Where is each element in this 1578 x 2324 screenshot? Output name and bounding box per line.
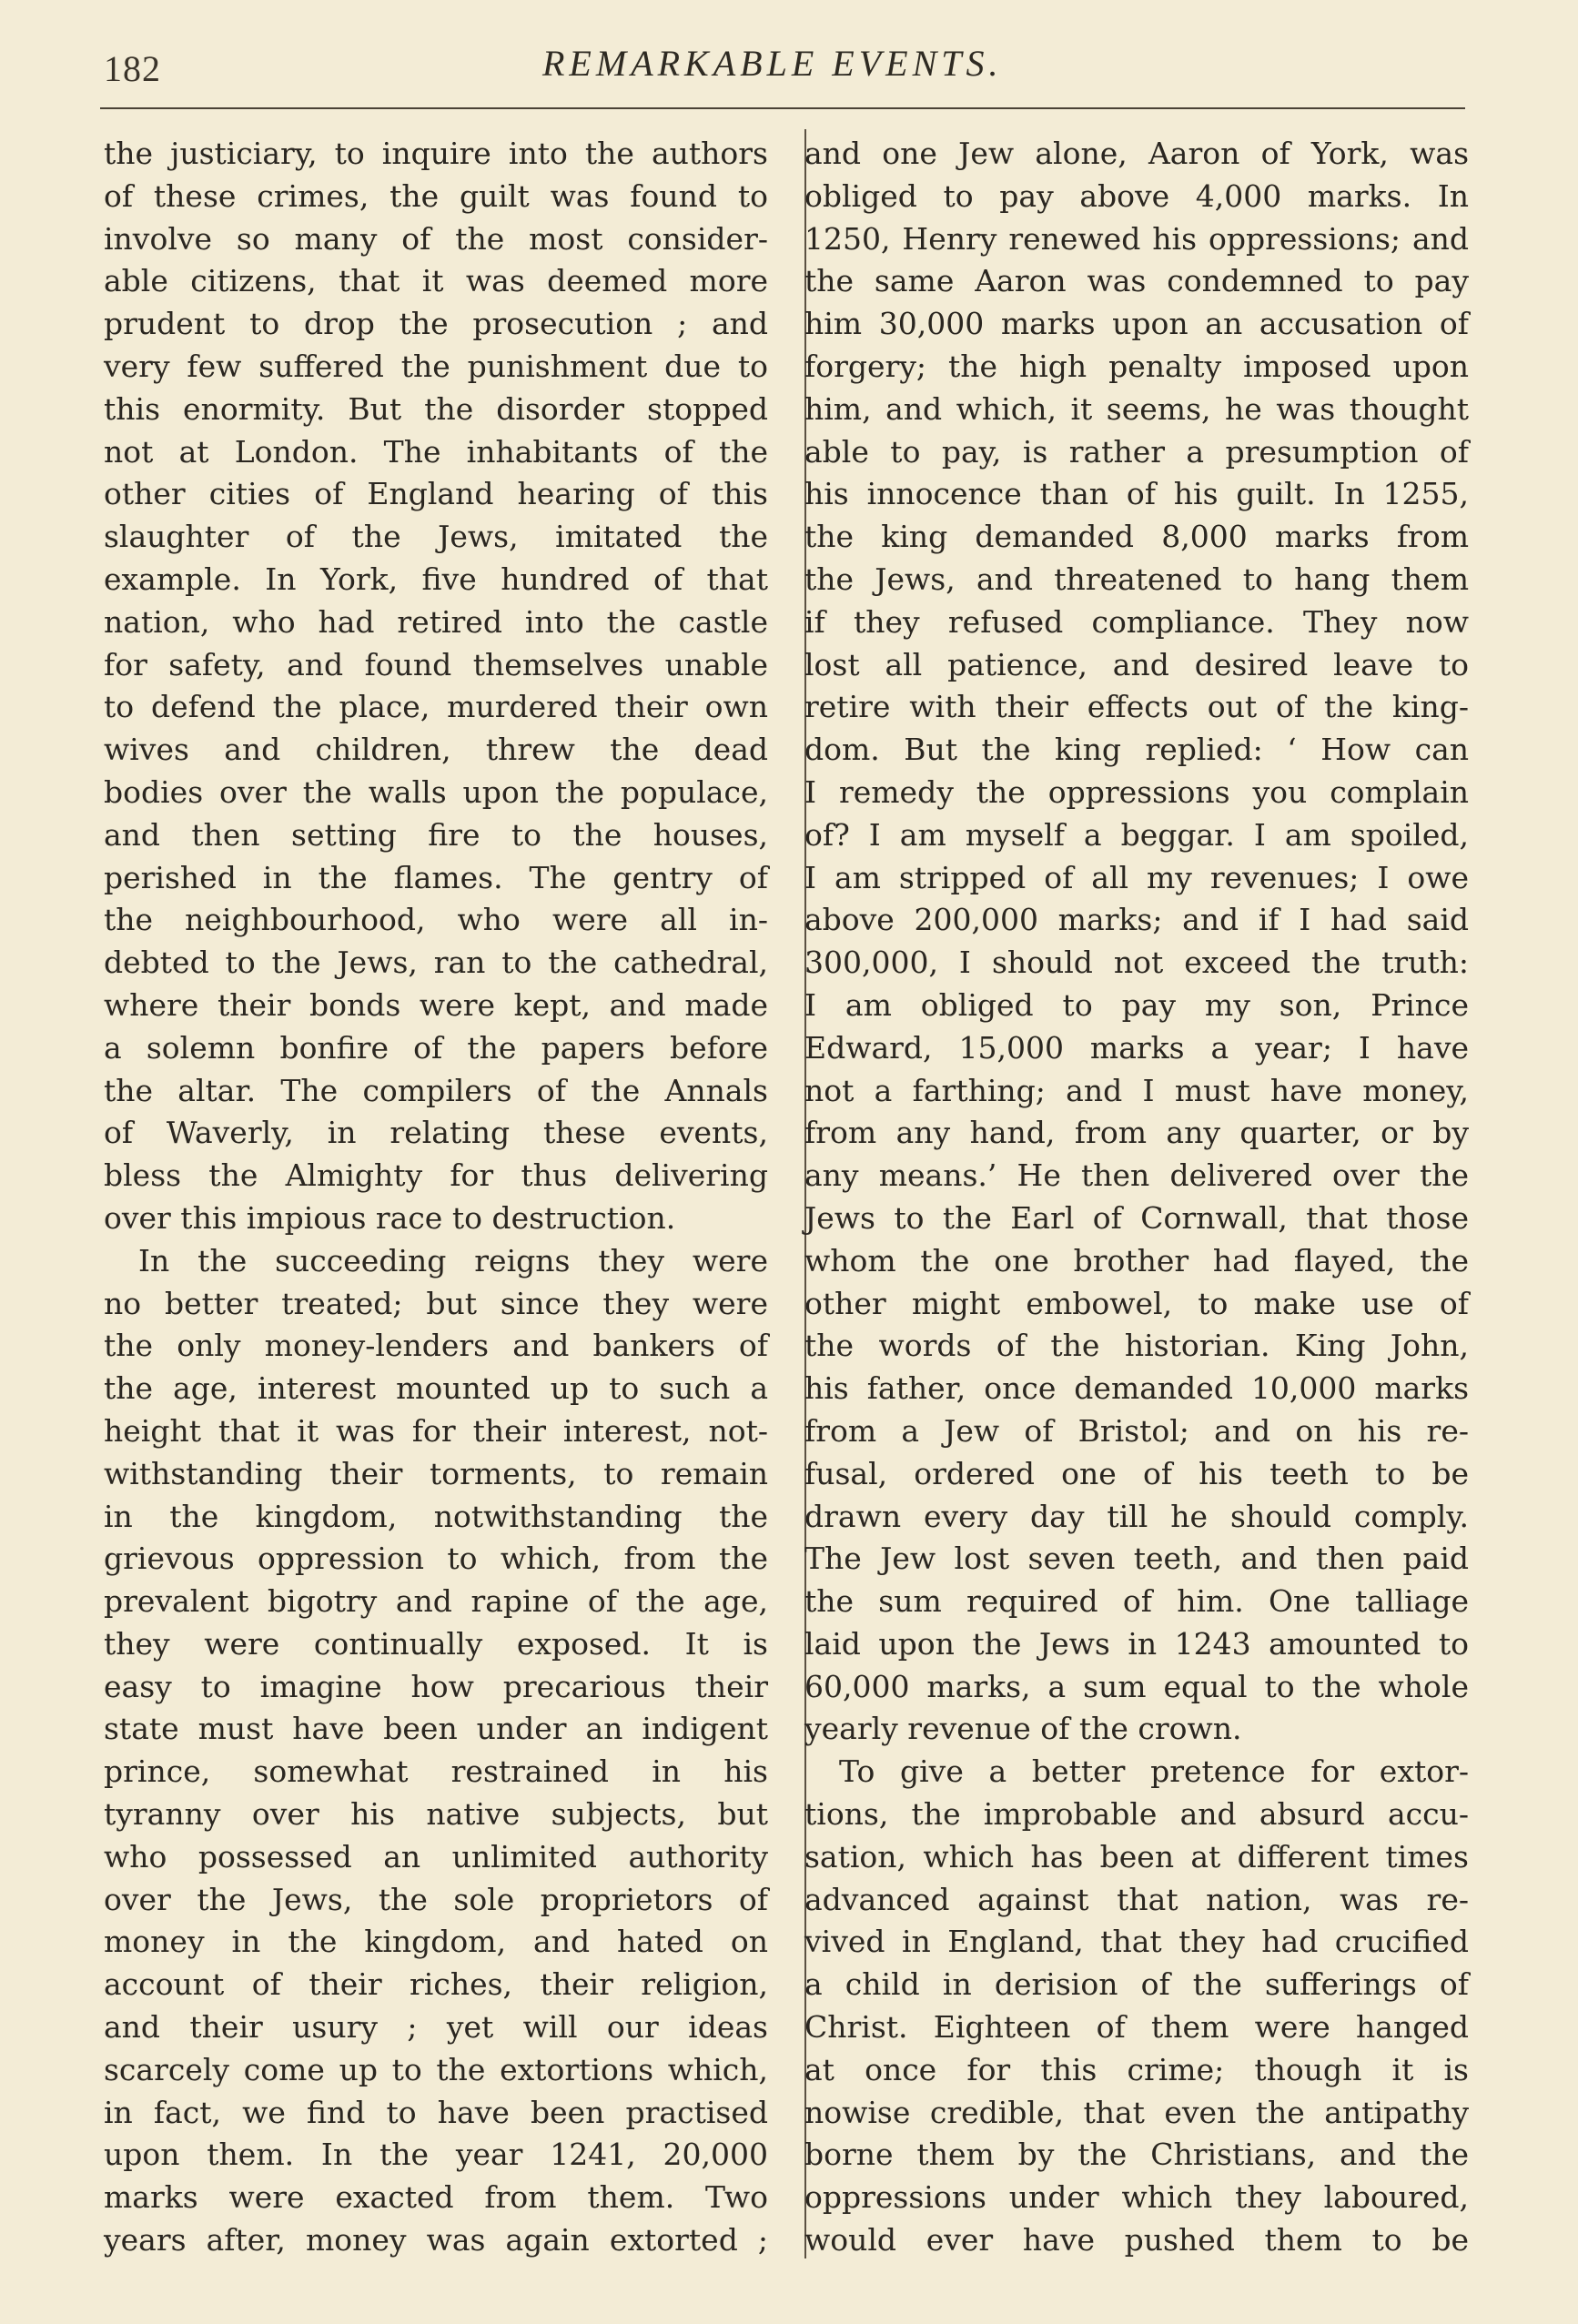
text-line: him 30,000 marks upon an accusation of xyxy=(804,306,1469,342)
text-line: scarcely come up to the extortions which, xyxy=(104,2051,768,2087)
text-line: the words of the historian. King John, xyxy=(804,1328,1469,1364)
text-line: oppressions under which they laboured, xyxy=(804,2179,1469,2216)
text-line: nowise credible, that even the antipathy xyxy=(804,2094,1469,2130)
text-line: where their bonds were kept, and made xyxy=(104,986,768,1023)
text-line: obliged to pay above 4,000 marks. In xyxy=(804,177,1469,214)
text-line: over the Jews, the sole proprietors of xyxy=(104,1881,768,1917)
text-line: yearly revenue of the crown. xyxy=(804,1711,1242,1747)
text-line: borne them by the Christians, and the xyxy=(804,2137,1469,2173)
text-line: prevalent bigotry and rapine of the age, xyxy=(104,1583,768,1620)
text-line: any means.’ He then delivered over the xyxy=(804,1157,1469,1194)
text-line: Edward, 15,000 marks a year; I have xyxy=(804,1029,1469,1066)
text-line: very few suffered the punishment due to xyxy=(104,348,768,384)
text-line: height that it was for their interest, not- xyxy=(104,1412,768,1449)
text-line: in fact, we find to have been practised xyxy=(104,2094,768,2130)
text-line: the Jews, and threatened to hang them xyxy=(804,561,1469,597)
text-line: other might embowel, to make use of xyxy=(804,1285,1469,1321)
text-line: prince, somewhat restrained in his xyxy=(104,1753,768,1790)
text-line: to defend the place, murdered their own xyxy=(104,689,768,725)
text-line: of Waverly, in relating these events, xyxy=(104,1115,768,1151)
text-line: drawn every day till he should comply. xyxy=(804,1498,1469,1534)
text-line: the justiciary, to inquire into the authors xyxy=(104,136,768,171)
text-line: not at London. The inhabitants of the xyxy=(104,433,768,470)
text-line: fusal, ordered one of his teeth to be xyxy=(804,1455,1469,1491)
text-line: account of their riches, their religion, xyxy=(104,1966,768,2003)
text-line: nation, who had retired into the castle xyxy=(104,603,768,640)
text-line: this enormity. But the disorder stopped xyxy=(104,390,768,427)
text-line: slaughter of the Jews, imitated the xyxy=(104,519,768,555)
text-line: him, and which, it seems, he was thought xyxy=(804,390,1469,427)
text-line: upon them. In the year 1241, 20,000 xyxy=(104,2137,768,2173)
text-line: dom. But the king replied: ‘ How can xyxy=(804,732,1469,768)
text-line: and one Jew alone, Aaron of York, was xyxy=(804,136,1469,171)
text-line: of these crimes, the guilt was found to xyxy=(104,177,768,214)
text-line: prudent to drop the prosecution ; and xyxy=(104,306,768,342)
text-line: years after, money was again extorted ; xyxy=(104,2222,768,2258)
text-line: from any hand, from any quarter, or by xyxy=(804,1115,1469,1151)
running-head: REMARKABLE EVENTS. xyxy=(542,43,1003,84)
text-line: To give a better pretence for extor- xyxy=(839,1753,1469,1790)
right-column xyxy=(804,133,1469,2262)
text-line: of? I am myself a beggar. I am spoiled, xyxy=(804,816,1469,853)
text-line: I remedy the oppressions you complain xyxy=(804,773,1469,810)
text-line: able to pay, is rather a presumption of xyxy=(804,433,1469,470)
text-line: perished in the flames. The gentry of xyxy=(104,859,768,895)
text-line: bodies over the walls upon the populace, xyxy=(104,773,768,810)
text-line: The Jew lost seven teeth, and then paid xyxy=(804,1541,1469,1577)
text-line: Christ. Eighteen of them were hanged xyxy=(804,2009,1469,2046)
text-line: above 200,000 marks; and if I had said xyxy=(804,902,1469,938)
text-line: In the succeeding reigns they were xyxy=(138,1242,768,1278)
text-line: advanced against that nation, was re- xyxy=(804,1881,1469,1917)
text-line: they were continually exposed. It is xyxy=(104,1625,768,1662)
text-line: tions, the improbable and absurd accu- xyxy=(804,1796,1469,1833)
page-number: 182 xyxy=(104,48,161,89)
text-line: in the kingdom, notwithstanding the xyxy=(104,1498,768,1534)
text-line: easy to imagine how precarious their xyxy=(104,1668,768,1704)
text-line: laid upon the Jews in 1243 amounted to xyxy=(804,1625,1469,1662)
text-line: would ever have pushed them to be xyxy=(804,2222,1469,2258)
text-line: the king demanded 8,000 marks from xyxy=(804,519,1469,555)
page-header xyxy=(0,0,1578,109)
text-line: forgery; the high penalty imposed upon xyxy=(804,348,1469,384)
text-line: other cities of England hearing of this xyxy=(104,476,768,512)
text-line: state must have been under an indigent xyxy=(104,1711,768,1747)
text-line: grievous oppression to which, from the xyxy=(104,1541,768,1577)
text-line: the altar. The compilers of the Annals xyxy=(104,1072,768,1108)
text-line: at once for this crime; though it is xyxy=(804,2051,1469,2087)
left-column xyxy=(104,133,768,2262)
text-line: wives and children, threw the dead xyxy=(104,732,768,768)
text-line: debted to the Jews, ran to the cathedral, xyxy=(104,945,768,981)
text-line: over this impious race to destruction. xyxy=(104,1199,676,1236)
text-line: his father, once demanded 10,000 marks xyxy=(804,1370,1469,1407)
text-line: his innocence than of his guilt. In 1255, xyxy=(804,476,1469,512)
text-line: 60,000 marks, a sum equal to the whole xyxy=(804,1668,1469,1704)
text-line: the neighbourhood, who were all in- xyxy=(104,902,768,938)
text-line: and then setting fire to the houses, xyxy=(104,816,768,853)
text-line: I am obliged to pay my son, Prince xyxy=(804,986,1469,1023)
text-line: sation, which has been at different times xyxy=(804,1838,1469,1874)
text-line: 300,000, I should not exceed the truth: xyxy=(804,945,1469,981)
text-line: lost all patience, and desired leave to xyxy=(804,646,1469,682)
text-line: example. In York, five hundred of that xyxy=(104,561,768,597)
text-line: money in the kingdom, and hated on xyxy=(104,1924,768,1960)
text-line: no better treated; but since they were xyxy=(104,1285,768,1321)
text-line: the age, interest mounted up to such a xyxy=(104,1370,768,1407)
text-line: a child in derision of the sufferings of xyxy=(804,1966,1469,2003)
text-line: not a farthing; and I must have money, xyxy=(804,1072,1469,1108)
text-line: Jews to the Earl of Cornwall, that those xyxy=(804,1199,1469,1236)
text-line: from a Jew of Bristol; and on his re- xyxy=(804,1412,1469,1449)
text-line: retire with their effects out of the king- xyxy=(804,689,1469,725)
text-line: the same Aaron was condemned to pay xyxy=(804,263,1469,299)
text-line: tyranny over his native subjects, but xyxy=(104,1796,768,1833)
text-line: marks were exacted from them. Two xyxy=(104,2179,768,2216)
text-line: a solemn bonfire of the papers before xyxy=(104,1029,768,1066)
text-line: bless the Almighty for thus delivering xyxy=(104,1157,768,1194)
text-line: involve so many of the most consider- xyxy=(104,220,768,257)
text-line: withstanding their torments, to remain xyxy=(104,1455,768,1491)
header-rule xyxy=(100,107,1465,109)
text-line: vived in England, that they had crucified xyxy=(804,1924,1469,1960)
text-line: whom the one brother had flayed, the xyxy=(804,1242,1469,1278)
text-line: able citizens, that it was deemed more xyxy=(104,263,768,299)
text-line: for safety, and found themselves unable xyxy=(104,646,768,682)
text-line: and their usury ; yet will our ideas xyxy=(104,2009,768,2046)
text-line: the only money-lenders and bankers of xyxy=(104,1328,768,1364)
text-line: who possessed an unlimited authority xyxy=(104,1838,768,1874)
text-line: if they refused compliance. They now xyxy=(804,603,1469,640)
text-line: I am stripped of all my revenues; I owe xyxy=(804,859,1469,895)
text-line: the sum required of him. One talliage xyxy=(804,1583,1469,1620)
text-line: 1250, Henry renewed his oppressions; and xyxy=(804,220,1469,257)
